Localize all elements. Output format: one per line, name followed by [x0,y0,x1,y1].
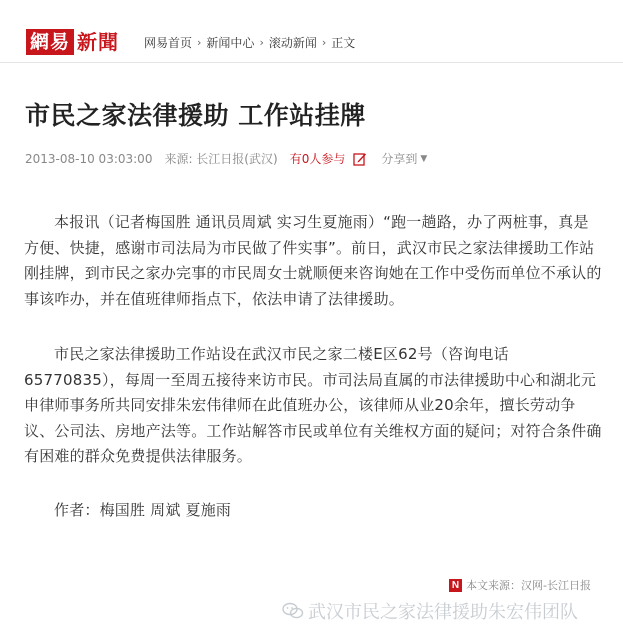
footer-source-text: 本文来源：汉网-长江日报 [466,579,591,592]
edit-icon[interactable] [353,152,367,166]
netease-n-icon: N [449,579,462,592]
article-paragraph: 市民之家法律援助工作站设在武汉市民之家二楼E区62号（咨询电话65770835），每周一至周五接待来访市民。市司法局直属的市法律援助中心和湖北元申律师事务所共同安排朱宏伟律师在此值班办公，该律师从业20余年，擅长劳动争议、公司法、房地产法等。工作站解答市民或单位有关维权方面的疑问；对符合条件确有困难的群众免费提供法律服务。 [24,345,602,465]
article-author: 作者：梅国胜 周斌 夏施雨 [54,500,232,519]
participation-prefix: 有 [289,152,302,166]
participation-link[interactable] [290,150,346,167]
article-title: 市民之家法律援助 工作站挂牌 [25,101,366,130]
chevron-right-icon: › [197,36,202,49]
breadcrumb-rolling-news-link[interactable]: 滚动新闻 [268,36,317,50]
breadcrumb-home-link[interactable]: 网易首页 [144,36,193,50]
wechat-watermark [282,598,578,624]
share-button[interactable] [381,150,427,167]
article-body [24,210,602,553]
article-datetime: 2013-08-10 03:03:00 [25,151,153,166]
breadcrumb [144,34,355,51]
chevron-right-icon: › [259,36,264,49]
netease-news-logo[interactable] [26,28,119,56]
article-footer-source [449,577,591,593]
header-divider [0,62,623,63]
dropdown-caret-icon: ▼ [420,153,428,164]
article-paragraph: 本报讯（记者梅国胜 通讯员周斌 实习生夏施雨）“跑一趟路，办了两桩事，真是方便、快捷，感谢市司法局为市民做了件实事”。前日，武汉市民之家法律援助工作站刚挂牌，到市民之家办完事的市民周女士就顺便来咨询她在工作中受伤而单位不承认的事该咋办，并在值班律师指点下，依法申请了法律援助。 [24,213,602,308]
breadcrumb-news-center-link[interactable]: 新闻中心 [206,36,255,50]
site-header [0,0,623,82]
share-label: 分享到 [381,152,418,166]
chevron-right-icon: › [321,36,327,49]
logo-brand: 網易 [26,29,74,55]
logo-section: 新聞 [77,30,120,54]
watermark-text: 武汉市民之家法律援助朱宏伟团队 [308,602,578,623]
wechat-icon [282,602,304,620]
participation-suffix: 人参与 [309,152,346,166]
participation-count: 0 [301,152,310,166]
article-source: 来源: 长江日报(武汉) [164,152,278,166]
breadcrumb-current: 正文 [331,36,356,50]
article-meta [25,150,427,167]
